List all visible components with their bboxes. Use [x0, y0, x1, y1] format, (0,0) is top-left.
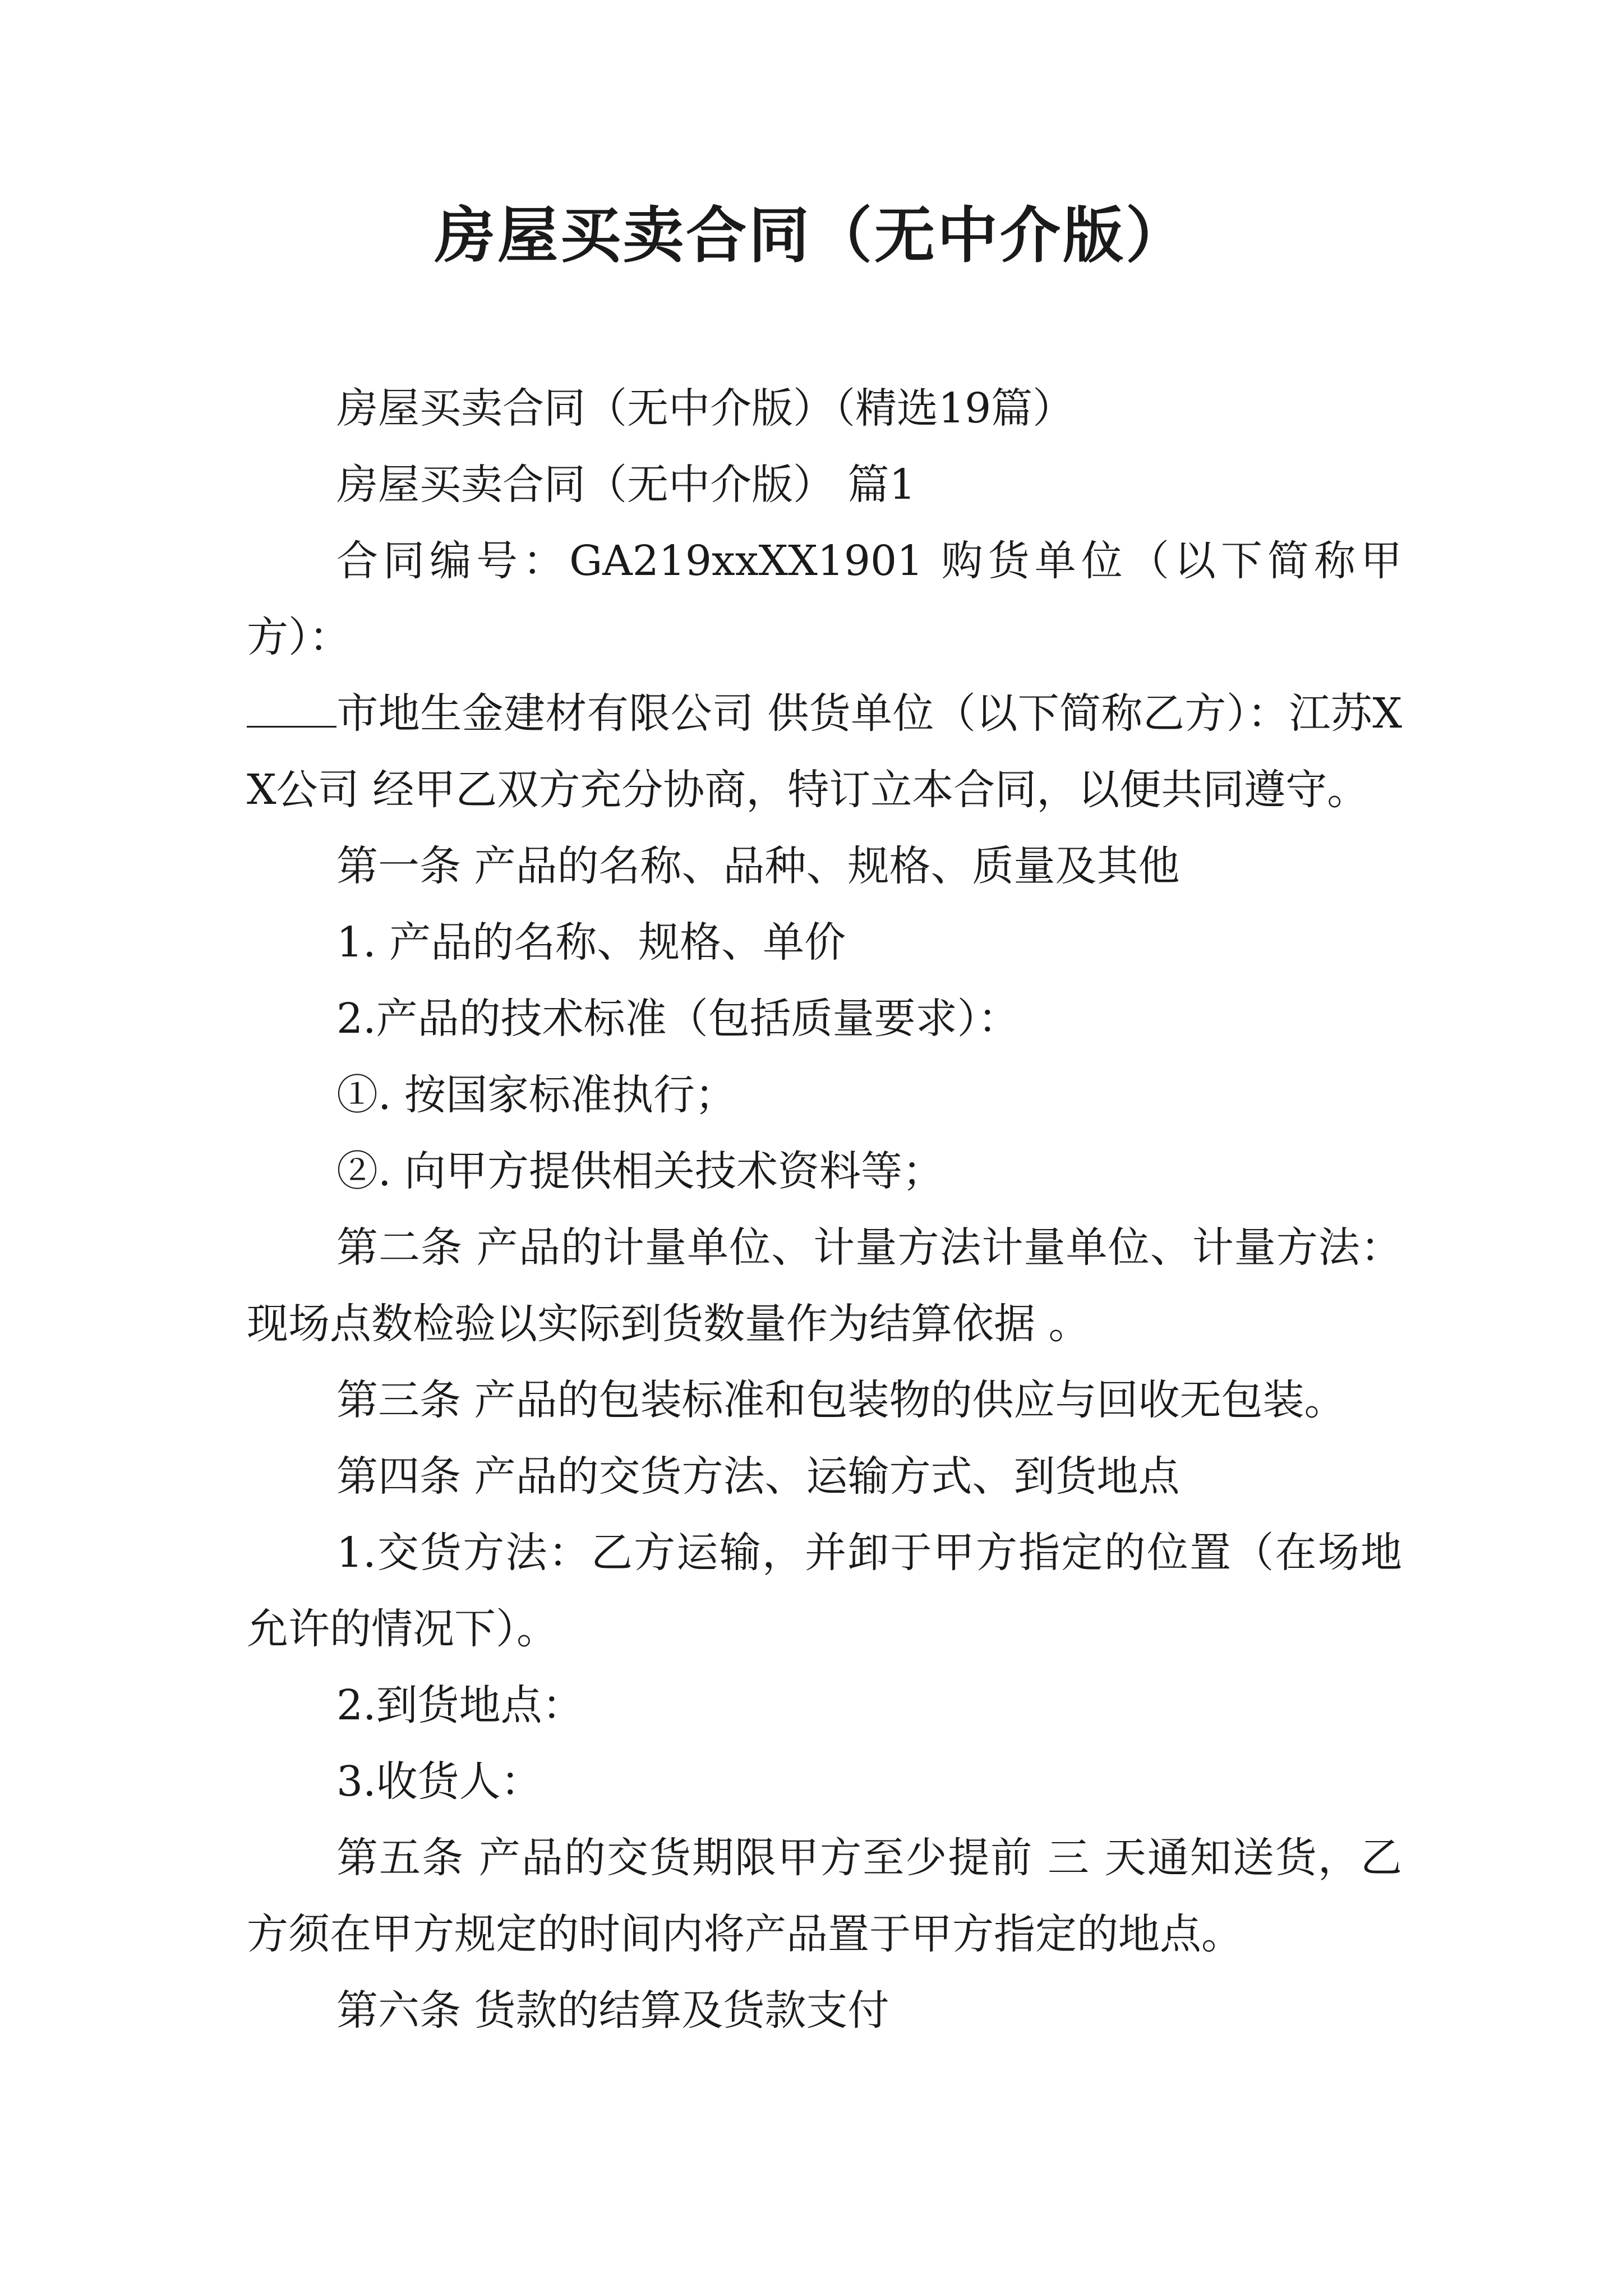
paragraph-article-6: 第六条 货款的结算及货款支付: [336, 1986, 889, 2035]
blank-underline: [247, 681, 336, 728]
paragraph-article-4-item-2: 2.到货地点：: [336, 1681, 584, 1729]
paragraph-article-1-item-2: 2.产品的技术标准（包括质量要求）：: [336, 995, 1020, 1043]
paragraph-article-1-sub-1: ①. 按国家标准执行；: [336, 1071, 737, 1119]
paragraph-article-2: 第二条 产品的计量单位、计量方法计量单位、计量方法：现场点数检验以实际到货数量作为结算依据 。: [247, 1223, 1402, 1348]
paragraph-article-4: 第四条 产品的交货方法、运输方式、到货地点: [336, 1452, 1180, 1501]
paragraph-section-heading: 房屋买卖合同（无中介版） 篇1: [336, 461, 916, 509]
paragraph-parties: [247, 675, 1402, 828]
paragraph-contract-number: 合同编号：GA219xxXX1901 购货单位（以下简称甲方）：: [247, 537, 1402, 661]
paragraph-article-5: 第五条 产品的交货期限甲方至少提前 三 天通知送货，乙方须在甲方规定的时间内将产品置于甲方指定的地点。: [247, 1834, 1402, 1958]
document-title: 房屋买卖合同（无中介版）: [434, 200, 1188, 271]
paragraph-article-3: 第三条 产品的包装标准和包装物的供应与回收无包装。: [336, 1376, 1346, 1424]
paragraph-intro: 房屋买卖合同（无中介版）（精选19篇）: [336, 384, 1075, 432]
paragraph-article-4-item-3: 3.收货人：: [336, 1757, 542, 1806]
document-body: [247, 370, 1402, 2049]
parties-text: 市地生金建材有限公司 供货单位（以下简称乙方）：江苏XX公司 经甲乙双方充分协商，特订立本合同，以便共同遵守。: [247, 689, 1402, 814]
paragraph-article-1: 第一条 产品的名称、品种、规格、质量及其他: [336, 842, 1180, 890]
paragraph-article-1-sub-2: ②. 向甲方提供相关技术资料等；: [336, 1147, 944, 1195]
paragraph-article-1-item-1: 1. 产品的名称、规格、单价: [336, 918, 846, 967]
paragraph-article-4-item-1: 1.交货方法：乙方运输，并卸于甲方指定的位置（在场地允许的情况下）。: [247, 1529, 1402, 1653]
